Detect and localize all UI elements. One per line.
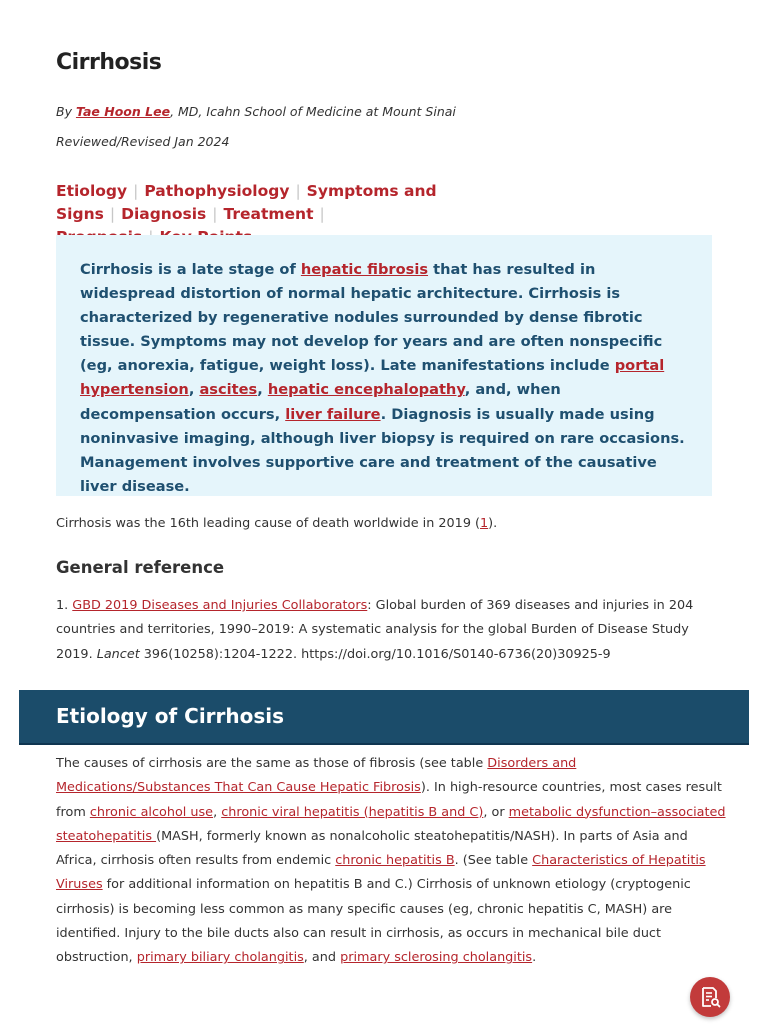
byline-affiliation: , MD, Icahn School of Medicine at Mount Sinai — [170, 104, 456, 119]
etiology-section-header — [19, 690, 749, 745]
summary-text-run: . Diagnosis is usually made using noninvasive imaging, although liver biopsy is required on rare occasions. Management involves supportive care and treatment of the causative liver disease. — [80, 405, 685, 495]
link-fibrosis-causes-table[interactable]: Disorders and Medications/Substances That Can Cause Hepatic Fibrosis — [56, 756, 577, 796]
document-search-icon — [698, 985, 722, 1009]
summary-text-run: , — [257, 381, 268, 399]
statement-text: Cirrhosis was the 16th leading cause of death worldwide in 2019 ( — [56, 516, 481, 531]
statement-end: ). — [488, 516, 498, 531]
link-primary-biliary-cholangitis[interactable]: primary biliary cholangitis — [136, 950, 304, 966]
link-chronic-hepatitis-b[interactable]: chronic hepatitis B — [335, 853, 455, 869]
link-hepatic-encephalopathy[interactable]: hepatic encephalopathy — [267, 381, 465, 399]
nav-separator: | — [212, 205, 218, 223]
etiology-text-run: for additional information on hepatitis B and C.) Cirrhosis of unknown etiology (cryptogenic cirrhosis) is becoming less common as many specific causes (eg, chronic hepatitis C, MASH) are identified. Injury to the bile ducts also can result in cirrhosis, as occurs in mechanical bile duct obstruction, — [56, 877, 691, 966]
reference-text: : Global burden of 369 diseases and injuries in 204 countries and territories, 1990–2019: A systematic analysis for the global Burden of Disease Study 2019. — [56, 598, 694, 662]
author-link[interactable]: Tae Hoon Lee — [75, 104, 171, 119]
link-hepatitis-viruses-table[interactable]: Characteristics of Hepatitis Viruses — [56, 853, 706, 893]
summary-text-run: Cirrhosis is a late stage of — [80, 261, 301, 278]
nav-link-diagnosis[interactable]: Diagnosis — [121, 205, 207, 223]
reference-citation: 396(10258):1204-1222. https://doi.org/10.1016/S0140-6736(20)30925-9 — [139, 646, 611, 662]
link-chronic-alcohol-use[interactable]: chronic alcohol use — [89, 804, 214, 820]
nav-separator: | — [109, 205, 116, 223]
etiology-text-run: . (See table — [454, 853, 533, 869]
reference-journal: Lancet — [96, 646, 140, 662]
summary-text-run: that has resulted in widespread distortion of normal hepatic architecture. Cirrhosis is characterized by regenerative nodules surrounded by dense fibrotic tissue. Symptoms may not develop for years and are often nonspecific (eg, anorexia, fatigue, weight loss). Late manifestations include — [80, 261, 663, 375]
document-search-button[interactable] — [690, 977, 730, 1017]
etiology-text-run: . — [532, 950, 537, 966]
link-chronic-viral-hepatitis[interactable]: chronic viral hepatitis (hepatitis B and C) — [221, 804, 484, 820]
reviewed-date: Reviewed/Revised Jan 2024 — [56, 134, 230, 149]
etiology-text-run: ). In high-resource countries, most cases result from — [56, 780, 722, 820]
etiology-text-run: , — [213, 804, 222, 820]
reference-1-link[interactable]: 1 — [480, 516, 489, 531]
nav-separator: | — [295, 182, 301, 200]
etiology-heading: Etiology of Cirrhosis — [56, 704, 285, 728]
nav-link-treatment[interactable]: Treatment — [223, 205, 314, 223]
summary-text — [80, 258, 690, 499]
etiology-text-run: , and — [303, 950, 341, 966]
mortality-statement — [56, 512, 726, 536]
byline — [56, 104, 456, 119]
link-primary-sclerosing-cholangitis[interactable]: primary sclerosing cholangitis — [340, 950, 533, 966]
page-title: Cirrhosis — [56, 50, 162, 75]
summary-box — [56, 235, 712, 496]
reference-number: 1. — [56, 598, 73, 613]
gbd-collaborators-link[interactable]: GBD 2019 Diseases and Injuries Collaborators — [72, 598, 368, 613]
byline-prefix: By — [56, 104, 76, 119]
etiology-text-run: The causes of cirrhosis are the same as those of fibrosis (see table — [56, 756, 488, 771]
reference-item — [56, 594, 728, 667]
etiology-text-run: (MASH, formerly known as nonalcoholic steatohepatitis/NASH). In parts of Asia and Africa, cirrhosis often results from endemic — [56, 828, 688, 869]
link-portal-hypertension[interactable]: portal hypertension — [80, 357, 665, 399]
etiology-text-run: , or — [483, 804, 509, 820]
nav-separator: | — [133, 182, 139, 200]
link-liver-failure[interactable]: liver failure — [285, 405, 381, 423]
link-ascites[interactable]: ascites — [199, 381, 258, 399]
etiology-paragraph — [56, 752, 728, 971]
general-reference-heading: General reference — [56, 558, 225, 577]
link-mash[interactable]: metabolic dysfunction–associated steatohepatitis — [56, 804, 726, 844]
nav-separator: | — [319, 205, 325, 223]
nav-link-pathophysiology[interactable]: Pathophysiology — [144, 182, 290, 200]
link-hepatic-fibrosis[interactable]: hepatic fibrosis — [300, 261, 429, 278]
nav-link-etiology[interactable]: Etiology — [56, 182, 128, 200]
summary-text-run: , — [188, 381, 200, 399]
nav-link-symptoms-and-signs[interactable]: Symptoms and Signs — [56, 182, 437, 223]
summary-text-run: , and, when decompensation occurs, — [80, 381, 561, 423]
